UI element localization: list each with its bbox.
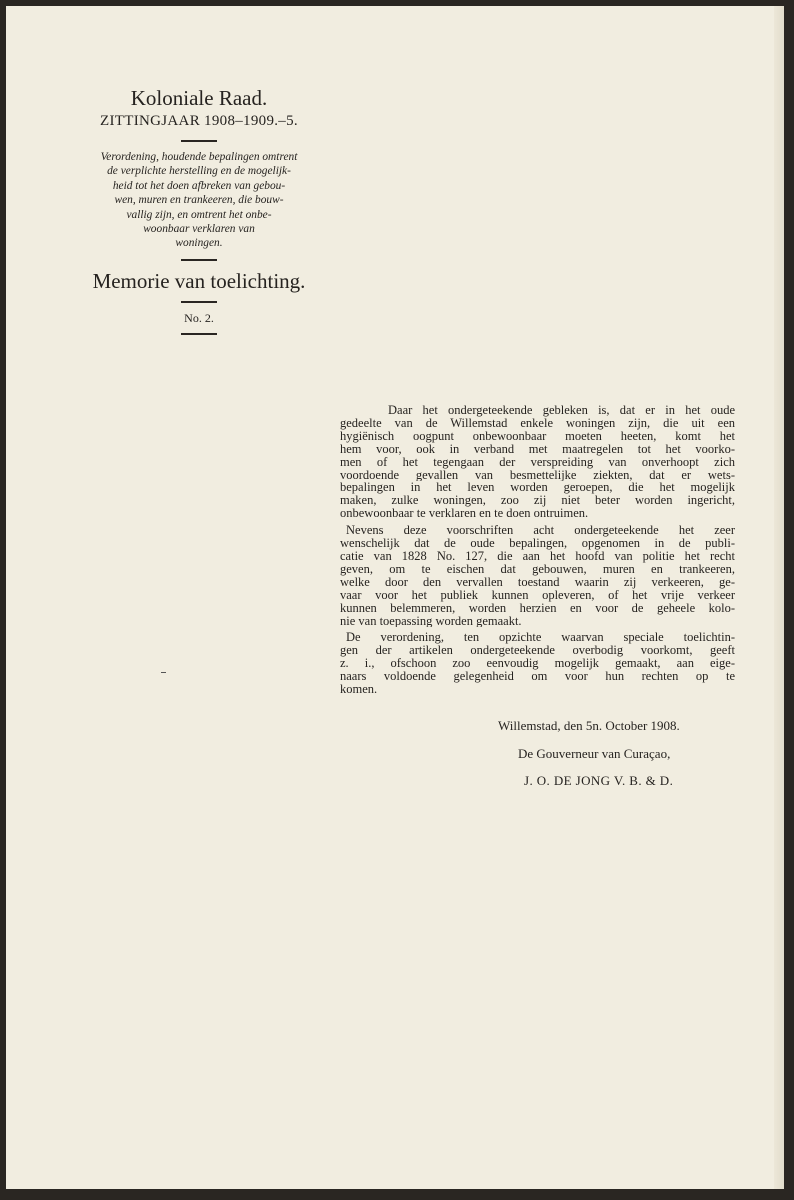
text-line: onbewoonbaar te verklaren en te doen ontruimen. [340,507,589,521]
text-line: welke door den vervallen toestand waarin zij verkeeren, ge- [340,575,735,589]
text-line: voordoende gevallen van besmettelijke ziekten, dat er wets- [340,468,735,482]
text-line: Nevens deze voorschriften acht ondergeteekende het zeer [346,524,735,538]
place-date: Willemstad, den 5n. October 1908. [498,718,680,733]
text-line: De verordening, ten opzichte waarvan speciale toelichtin- [346,631,735,645]
document-number: No. 2. [184,310,214,325]
text-line: catie van 1828 No. 127, die aan het hoofd van politie het recht [340,549,735,563]
text-line: z. i., ofschoon zoo eenvoudig mogelijk gemaakt, aan eige- [340,657,735,671]
text-line: hem voor, ook in verband met maatregelen tot het voorko- [340,442,735,456]
paragraph [340,404,735,520]
margin-mark [161,672,166,673]
divider-rule [181,259,217,261]
text-line: men of het tegengaan der verspreiding van onverhoopt zich [340,455,735,469]
paragraph [340,631,735,696]
page-edge [774,6,784,1189]
divider-rule [181,301,217,303]
subject-line: de verplichte herstelling en de mogelijk- [107,165,291,178]
text-line: wenschelijk dat de oude bepalingen, opgenomen in de publi- [340,537,735,550]
subject-line: heid tot het doen afbreken van gebou- [112,179,286,192]
subject-line: woonbaar verklaren van [143,223,255,236]
body-text [340,404,735,700]
text-line: vaar voor het publiek kunnen opleveren, of het vrije verkeer [340,588,735,602]
paragraph [340,524,735,627]
subject-line: woningen. [175,237,223,250]
subject-line: wen, muren en trankeeren, die bouw- [114,194,284,207]
subject-line: vallig zijn, en omtrent het onbe- [126,208,272,221]
text-line: bepalingen in het leven worden geroepen, die het mogelijk [340,481,735,495]
signatory-role: De Gouverneur van Curaçao, [518,746,671,761]
text-line: hygiënisch oogpunt onbewoonbaar moeten heeten, komt het [340,429,735,443]
signatory-name: J. O. DE JONG V. B. & D. [524,773,674,788]
text-line: kunnen belemmeren, worden herzien en voor de geheele kolo- [340,601,735,615]
divider-rule [181,333,217,335]
subject-description [64,150,334,251]
text-line: gedeelte van de Willemstad enkele woningen zijn, die uit een [340,416,735,430]
text-line: maken, zulke woningen, zoo zij niet beter worden ingericht, [340,494,735,508]
subject-line: Verordening, houdende bepalingen omtrent [100,151,298,163]
text-line: geven, om te eischen dat gebouwen, muren en trankeeren, [340,562,735,576]
text-line: nie van toepassing worden gemaakt. [340,614,522,628]
council-title: Koloniale Raad. [130,86,268,110]
text-line: komen. [340,683,378,696]
session-line: ZITTINGJAAR 1908–1909.–5. [100,113,298,129]
header-block [64,86,334,335]
text-line: gen der artikelen ondergeteekende overbodig voorkomt, geeft [340,644,735,658]
document-title: Memorie van toelichting. [92,268,306,293]
divider-rule [181,140,217,142]
document-page [6,6,784,1189]
text-line: naars voldoende gelegenheid om voor hun rechten op te [340,670,735,684]
text-line: Daar het ondergeteekende gebleken is, dat er in het oude [388,404,735,417]
